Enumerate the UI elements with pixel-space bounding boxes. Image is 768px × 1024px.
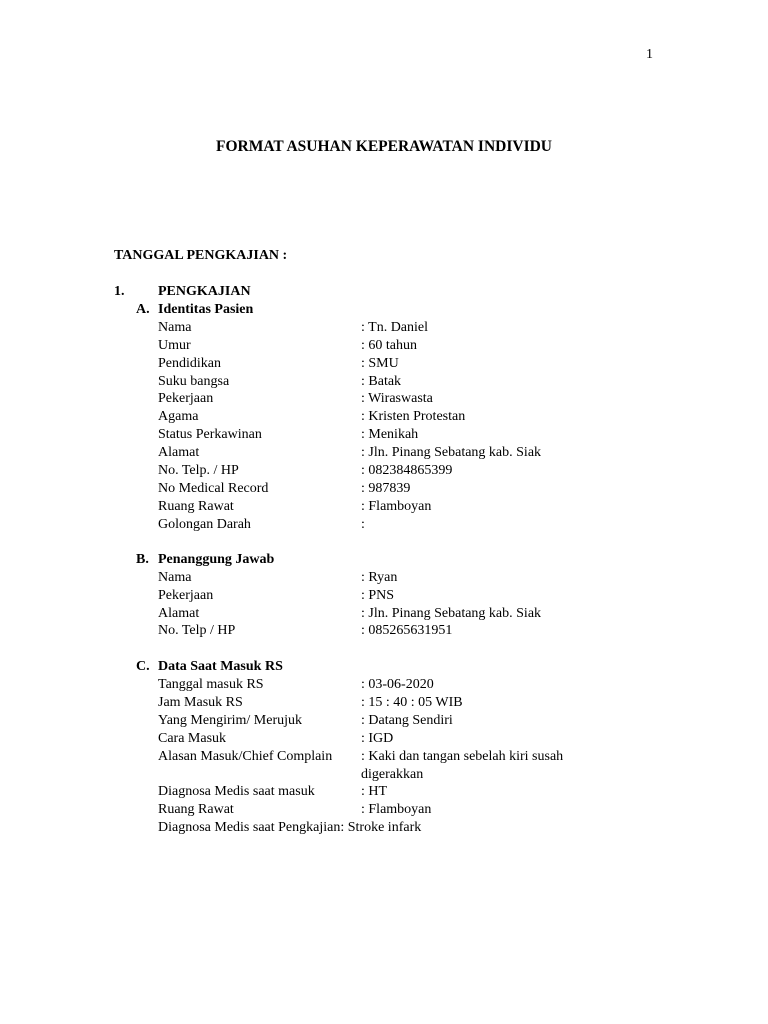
section-number: 1.: [114, 284, 125, 299]
field-row: [158, 801, 658, 819]
field-label: Cara Masuk: [158, 731, 227, 746]
field-label: No Medical Record: [158, 481, 269, 496]
field-value: : HT: [361, 784, 388, 799]
field-label: Pendidikan: [158, 356, 221, 371]
field-value: Stroke infark: [344, 820, 422, 835]
field-value: : Wiraswasta: [361, 391, 433, 406]
field-row: [158, 444, 658, 462]
field-row: [158, 587, 658, 605]
field-row: [158, 390, 658, 408]
section-title: PENGKAJIAN: [158, 284, 251, 299]
field-label: Diagnosa Medis saat masuk: [158, 784, 315, 799]
field-value: : 085265631951: [361, 623, 453, 638]
subsection-title-identitas: Identitas Pasien: [158, 302, 254, 317]
field-label: Yang Mengirim/ Merujuk: [158, 713, 303, 728]
field-row: [158, 426, 658, 444]
field-row: [158, 712, 658, 730]
field-value: : Jln. Pinang Sebatang kab. Siak: [361, 445, 542, 460]
field-value: : SMU: [361, 356, 399, 371]
field-row: [158, 676, 658, 694]
field-value: : Ryan: [361, 570, 398, 585]
field-value: : 03-06-2020: [361, 677, 434, 692]
field-value: : 987839: [361, 481, 411, 496]
field-value: : 082384865399: [361, 463, 453, 478]
field-value: : Kaki dan tangan sebelah kiri susah digerakkan: [361, 749, 564, 782]
field-value: : PNS: [361, 588, 395, 603]
field-row: [158, 783, 658, 801]
field-row: [158, 373, 658, 391]
field-row: [158, 622, 658, 640]
field-label: Suku bangsa: [158, 374, 230, 389]
field-label: Pekerjaan: [158, 588, 214, 603]
field-label: Alasan Masuk/Chief Complain: [158, 749, 333, 764]
field-row: [158, 748, 658, 784]
field-value: : Kristen Protestan: [361, 409, 466, 424]
subsection-letter-c: C.: [136, 659, 150, 674]
assessment-date-label: TANGGAL PENGKAJIAN :: [114, 248, 288, 263]
field-row: [158, 462, 658, 480]
field-row: [158, 337, 658, 355]
field-label: Jam Masuk RS: [158, 695, 243, 710]
field-label: Nama: [158, 320, 192, 335]
field-label: Status Perkawinan: [158, 427, 262, 442]
field-value: : IGD: [361, 731, 394, 746]
field-value: : Batak: [361, 374, 402, 389]
field-label: Golongan Darah: [158, 517, 251, 532]
field-value: :: [361, 517, 365, 532]
field-row: [158, 498, 658, 516]
subsection-title-masuk: Data Saat Masuk RS: [158, 659, 283, 674]
subsection-letter-a: A.: [136, 302, 150, 317]
field-label: No. Telp / HP: [158, 623, 236, 638]
field-row: [158, 319, 658, 337]
field-row: [158, 569, 658, 587]
subsection-title-penanggung: Penanggung Jawab: [158, 552, 275, 567]
field-label: Tanggal masuk RS: [158, 677, 264, 692]
page-number: 1: [646, 47, 653, 62]
field-label: Ruang Rawat: [158, 499, 234, 514]
field-row: [158, 355, 658, 373]
field-row: [158, 819, 658, 837]
field-label: Umur: [158, 338, 191, 353]
field-row: [158, 730, 658, 748]
field-row: [158, 694, 658, 712]
field-label: Diagnosa Medis saat Pengkajian:: [158, 820, 345, 835]
field-label: Alamat: [158, 445, 200, 460]
field-row: [158, 516, 658, 534]
field-label: Pekerjaan: [158, 391, 214, 406]
field-value: : Menikah: [361, 427, 419, 442]
field-label: Ruang Rawat: [158, 802, 234, 817]
field-label: Nama: [158, 570, 192, 585]
field-label: Agama: [158, 409, 199, 424]
subsection-letter-b: B.: [136, 552, 149, 567]
field-value: : Datang Sendiri: [361, 713, 453, 728]
field-label: Alamat: [158, 606, 200, 621]
field-label: No. Telp. / HP: [158, 463, 239, 478]
field-row: [158, 480, 658, 498]
field-value: : Tn. Daniel: [361, 320, 429, 335]
field-value: : 15 : 40 : 05 WIB: [361, 695, 463, 710]
document-title: FORMAT ASUHAN KEPERAWATAN INDIVIDU: [215, 138, 552, 155]
field-row: [158, 408, 658, 426]
field-value: : 60 tahun: [361, 338, 417, 353]
field-row: [158, 605, 658, 623]
field-value: : Flamboyan: [361, 499, 432, 514]
field-value: : Flamboyan: [361, 802, 432, 817]
field-value: : Jln. Pinang Sebatang kab. Siak: [361, 606, 542, 621]
